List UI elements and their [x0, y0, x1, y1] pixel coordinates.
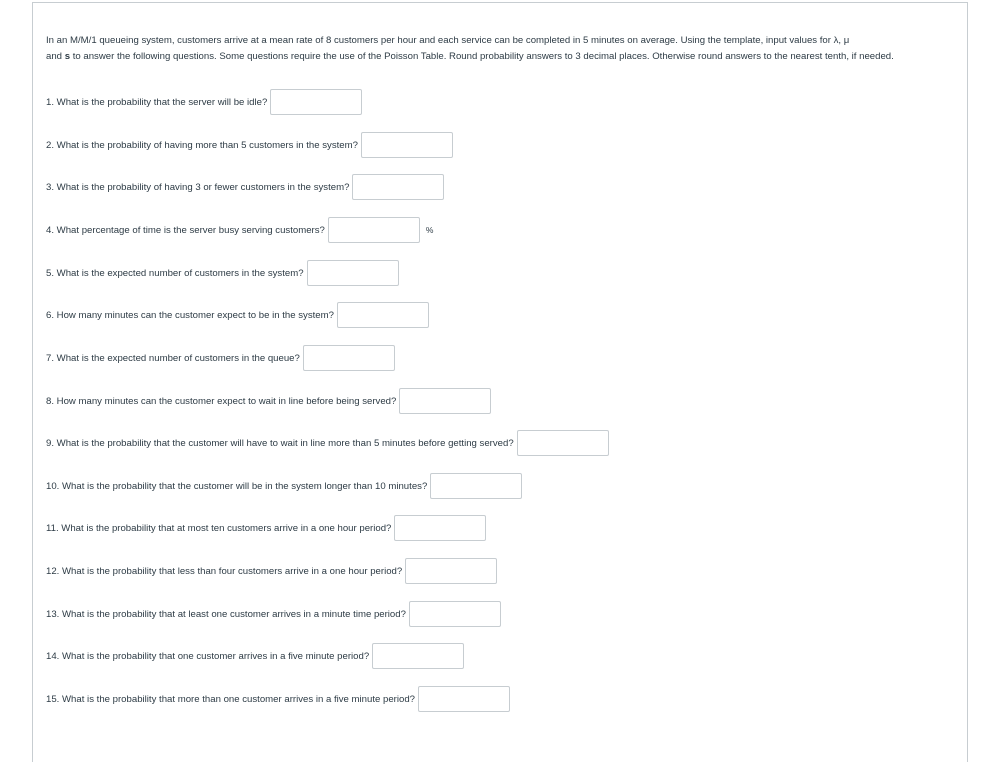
question-3 — [46, 174, 444, 200]
question-1-text: 1. What is the probability that the server will be idle? — [46, 96, 268, 108]
answer-6-input[interactable] — [337, 302, 429, 328]
question-12-text: 12. What is the probability that less than four customers arrive in a one hour period? — [46, 565, 403, 577]
answer-10-input[interactable] — [430, 473, 522, 499]
prompt-text-1: In an M/M/1 queueing system, customers arrive at a mean rate of 8 customers per hour and each service can be completed in 5 minutes on average. Using the template, input values for λ, μ — [46, 35, 850, 46]
question-6 — [46, 302, 429, 328]
prompt-text-3: to answer the following questions. Some questions require the use of the Poisson Table. Round probability answers to 3 decimal places. Otherwise round answers to the nearest tenth, if needed. — [70, 51, 894, 62]
question-4-text: 4. What percentage of time is the server busy serving customers? — [46, 224, 325, 236]
question-14 — [46, 643, 464, 669]
question-13 — [46, 601, 501, 627]
question-9-text: 9. What is the probability that the customer will have to wait in line more than 5 minutes before getting served? — [46, 437, 514, 449]
answer-5-input[interactable] — [307, 260, 399, 286]
answer-2-input[interactable] — [361, 132, 453, 158]
question-8 — [46, 388, 491, 414]
question-1 — [46, 89, 362, 115]
prompt-text-2: and — [46, 51, 65, 62]
question-10 — [46, 473, 522, 499]
question-5-text: 5. What is the expected number of customers in the system? — [46, 267, 304, 279]
question-3-text: 3. What is the probability of having 3 or fewer customers in the system? — [46, 181, 350, 193]
question-4 — [46, 217, 433, 243]
question-7 — [46, 345, 395, 371]
percent-unit: % — [425, 225, 434, 235]
answer-9-input[interactable] — [517, 430, 609, 456]
answer-4-input[interactable] — [328, 217, 420, 243]
question-10-text: 10. What is the probability that the customer will be in the system longer than 10 minutes? — [46, 480, 428, 492]
question-5 — [46, 260, 399, 286]
question-14-text: 14. What is the probability that one customer arrives in a five minute period? — [46, 650, 370, 662]
answer-13-input[interactable] — [409, 601, 501, 627]
question-8-text: 8. How many minutes can the customer expect to wait in line before being served? — [46, 395, 397, 407]
question-6-text: 6. How many minutes can the customer expect to be in the system? — [46, 309, 334, 321]
answer-3-input[interactable] — [352, 174, 444, 200]
answer-14-input[interactable] — [372, 643, 464, 669]
answer-12-input[interactable] — [405, 558, 497, 584]
question-9 — [46, 430, 609, 456]
answer-1-input[interactable] — [270, 89, 362, 115]
question-12 — [46, 558, 497, 584]
question-11 — [46, 515, 486, 541]
answer-15-input[interactable] — [418, 686, 510, 712]
question-2-text: 2. What is the probability of having more than 5 customers in the system? — [46, 139, 358, 151]
answer-11-input[interactable] — [394, 515, 486, 541]
answer-7-input[interactable] — [303, 345, 395, 371]
prompt-s-label: s — [64, 51, 71, 62]
question-7-text: 7. What is the expected number of customers in the queue? — [46, 352, 300, 364]
question-prompt — [46, 33, 951, 65]
question-15 — [46, 686, 510, 712]
answer-8-input[interactable] — [399, 388, 491, 414]
question-11-text: 11. What is the probability that at most ten customers arrive in a one hour period? — [46, 522, 392, 534]
question-15-text: 15. What is the probability that more than one customer arrives in a five minute period? — [46, 693, 416, 705]
question-13-text: 13. What is the probability that at least one customer arrives in a minute time period? — [46, 608, 406, 620]
question-2 — [46, 132, 453, 158]
